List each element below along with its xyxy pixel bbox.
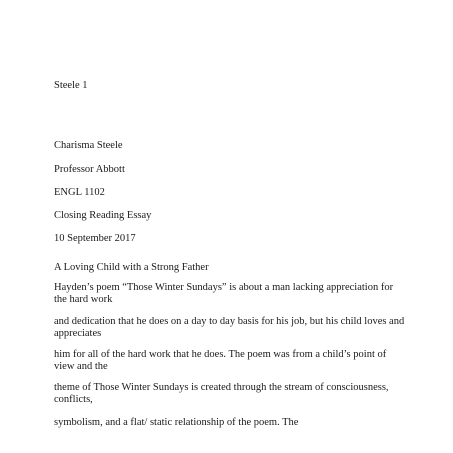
student-name: Charisma Steele [54,140,123,151]
running-header: Steele 1 [54,80,88,91]
course-code: ENGL 1102 [54,187,105,198]
essay-date: 10 September 2017 [54,233,136,244]
paragraph-line: Hayden’s poem “Those Winter Sundays” is about a man lacking appreciation for the hard work [54,282,394,305]
paragraph-line: and dedication that he does on a day to day basis for his job, but his child loves and appreciates [54,316,405,339]
paragraph-line: him for all of the hard work that he does. The poem was from a child’s point of view and the [54,349,387,372]
essay-title: A Loving Child with a Strong Father [54,262,209,273]
assignment-title: Closing Reading Essay [54,210,152,221]
professor-name: Professor Abbott [54,164,125,175]
paragraph-line: theme of Those Winter Sundays is created through the stream of consciousness, conflicts, [54,382,389,405]
paragraph-line: symbolism, and a flat/ static relationship of the poem. The [54,417,299,428]
